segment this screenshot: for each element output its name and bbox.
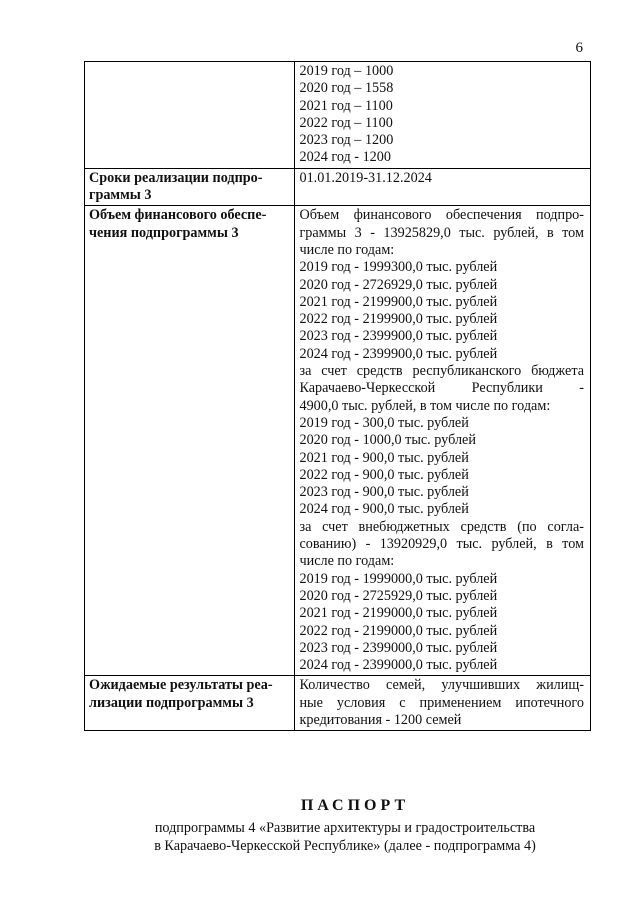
extrabudget-year-line: 2024 год - 2399000,0 тыс. рублей: [299, 657, 498, 674]
passport-subtitle-line: в Карачаево-Черкесской Республике» (далее - подпрограмма 4): [154, 838, 536, 854]
republic-budget-line: Карачаево-Черкесской Республики -: [299, 380, 584, 397]
table-row: [85, 676, 591, 731]
table-row: [85, 168, 591, 206]
table-cell-label: [85, 62, 295, 169]
republic-year-line: 2022 год - 900,0 тыс. рублей: [299, 466, 469, 483]
expected-result-line: ные условия с применением ипотечного: [299, 694, 584, 711]
year-target-line: 2020 год – 1558: [299, 80, 394, 97]
extrabudget-year-line: 2022 год - 2199000,0 тыс. рублей: [299, 622, 498, 639]
year-target-line: 2019 год – 1000: [299, 63, 394, 79]
extrabudget-line: сованию) - 13920929,0 тыс. рублей, в том: [299, 536, 584, 553]
funding-year-line: 2019 год - 1999300,0 тыс. рублей: [299, 259, 498, 276]
funding-intro-line: граммы 3 - 13925829,0 тыс. рублей, в том: [299, 224, 584, 241]
republic-year-line: 2020 год - 1000,0 тыс. рублей: [299, 432, 476, 449]
expected-result-line: Количество семей, улучшивших жилищ-: [299, 677, 584, 694]
label-line: граммы 3: [89, 187, 152, 204]
label-line: Ожидаемые результаты реа-: [89, 677, 273, 694]
passport-header: [0, 797, 640, 855]
table-cell-label: [85, 206, 295, 676]
page-number: 6: [575, 40, 583, 56]
period-value: 01.01.2019-31.12.2024: [299, 169, 432, 186]
extrabudget-line: числе по годам:: [299, 553, 395, 570]
year-target-line: 2021 год – 1100: [299, 97, 393, 114]
funding-year-line: 2020 год - 2726929,0 тыс. рублей: [299, 276, 498, 293]
table-cell-label: [85, 168, 295, 206]
republic-year-line: 2021 год - 900,0 тыс. рублей: [299, 449, 469, 466]
republic-year-line: 2023 год - 900,0 тыс. рублей: [299, 484, 469, 501]
year-target-line: 2023 год – 1200: [299, 132, 394, 149]
funding-intro-line: числе по годам:: [299, 241, 395, 258]
passport-subtitle: [50, 819, 640, 855]
table-cell-label: [85, 676, 295, 731]
funding-year-line: 2024 год - 2399900,0 тыс. рублей: [299, 345, 498, 362]
expected-result-line: кредитования - 1200 семей: [299, 711, 462, 728]
passport-subtitle-line: подпрограммы 4 «Развитие архитектуры и градостроительства: [154, 820, 536, 836]
republic-budget-line: 4900,0 тыс. рублей, в том числе по годам:: [299, 397, 551, 414]
table-cell-value: [295, 676, 591, 731]
republic-year-line: 2024 год - 900,0 тыс. рублей: [299, 501, 469, 518]
label-line: чения подпрограммы 3: [89, 224, 239, 241]
extrabudget-year-line: 2021 год - 2199000,0 тыс. рублей: [299, 605, 498, 622]
extrabudget-year-line: 2020 год - 2725929,0 тыс. рублей: [299, 587, 498, 604]
label-line: Сроки реализации подпро-: [89, 169, 263, 186]
passport-title: ПАСПОРТ: [300, 797, 410, 814]
label-line: Объем финансового обеспе-: [89, 207, 267, 224]
table-cell-value: [295, 62, 591, 169]
extrabudget-year-line: 2019 год - 1999000,0 тыс. рублей: [299, 570, 498, 587]
year-target-line: 2024 год - 1200: [299, 149, 391, 166]
funding-intro-line: Объем финансового обеспечения подпро-: [299, 207, 584, 224]
year-target-line: 2022 год – 1100: [299, 114, 393, 131]
table-row: [85, 62, 591, 169]
republic-year-line: 2019 год - 300,0 тыс. рублей: [299, 414, 469, 431]
funding-year-line: 2022 год - 2199900,0 тыс. рублей: [299, 311, 498, 328]
table-cell-value: [295, 206, 591, 676]
extrabudget-year-line: 2023 год - 2399000,0 тыс. рублей: [299, 639, 498, 656]
table-row: [85, 206, 591, 676]
funding-year-line: 2023 год - 2399900,0 тыс. рублей: [299, 328, 498, 345]
passport-table: [84, 61, 591, 731]
republic-budget-line: за счет средств республиканского бюджета: [299, 363, 584, 380]
table-cell-value: [295, 168, 591, 206]
funding-year-line: 2021 год - 2199900,0 тыс. рублей: [299, 293, 498, 310]
label-line: лизации подпрограммы 3: [89, 694, 254, 711]
extrabudget-line: за счет внебюджетных средств (по согла-: [299, 518, 584, 535]
